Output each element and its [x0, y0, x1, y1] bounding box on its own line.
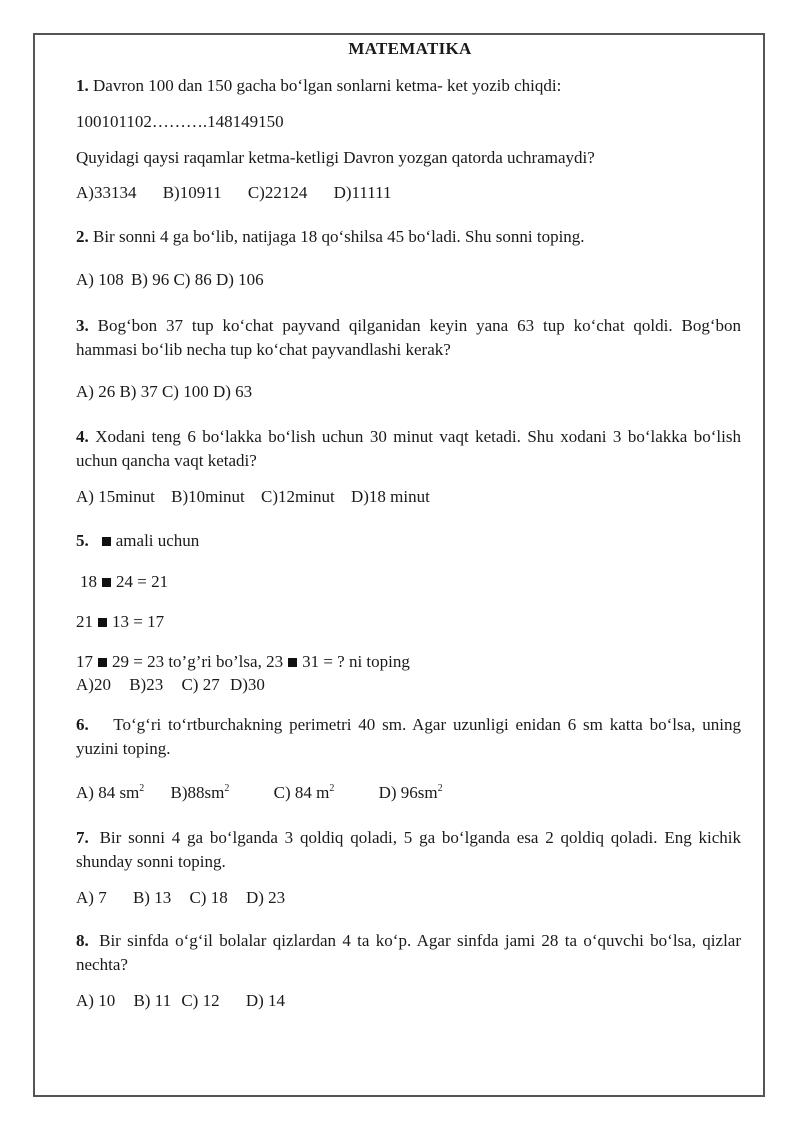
- question-5-text: [76, 531, 199, 551]
- question-8-text: [76, 929, 741, 977]
- question-5-intro: amali uchun: [115, 531, 200, 550]
- option-b[interactable]: B) 11: [133, 991, 172, 1010]
- question-number: 4.: [76, 427, 89, 446]
- equation-result: 31 = ? ni toping: [302, 652, 410, 671]
- question-4-text: [76, 425, 741, 473]
- question-number: 2.: [76, 227, 89, 246]
- question-1-options: [76, 183, 392, 203]
- equation-result: 13 = 17: [112, 612, 165, 631]
- page-title: MATEMATIKA: [348, 39, 472, 58]
- square-operator-icon: [98, 658, 107, 667]
- option-a[interactable]: A) 15minut: [76, 487, 155, 506]
- option-b[interactable]: B)23: [129, 675, 164, 694]
- option-d[interactable]: D)18 minut: [350, 487, 430, 506]
- question-6-body: To‘g‘ri to‘rtburchakning perimetri 40 sm. Agar uzunligi enidan 6 sm katta bo‘lsa, uning yuzini toping.: [76, 715, 741, 758]
- option-d[interactable]: D) 14: [245, 991, 286, 1010]
- question-1-sequence: 100101102……….148149150: [76, 112, 284, 131]
- option-b[interactable]: B)10minut: [171, 487, 245, 506]
- square-operator-icon: [102, 537, 111, 546]
- equation-operand: 21: [76, 612, 93, 631]
- square-operator-icon: [102, 578, 111, 587]
- option-a[interactable]: A) 26: [76, 382, 116, 401]
- option-d[interactable]: D)30: [229, 675, 265, 694]
- question-7-body: Bir sonni 4 ga bo‘lganda 3 qoldiq qoladi, 5 ga bo‘lganda esa 2 qoldiq qoladi. Eng kichik shunday sonni toping.: [76, 828, 742, 871]
- question-5-options: [76, 675, 265, 695]
- equation-2: [76, 612, 164, 632]
- option-b[interactable]: $B)88sm^2$: [170, 783, 230, 802]
- question-2-body: Bir sonni 4 ga bo‘lib, natijaga 18 qo‘shilsa 45 bo‘ladi. Shu sonni toping.: [93, 227, 585, 246]
- question-4-body: Xodani teng 6 bo‘lakka bo‘lish uchun 30 minut vaqt ketadi. Shu xodani 3 bo‘lakka bo‘lish uchun qancha vaqt ketadi?: [76, 427, 741, 470]
- option-a[interactable]: A) 108: [76, 270, 124, 289]
- option-c[interactable]: C) 86: [173, 270, 212, 289]
- question-number: 6.: [76, 715, 89, 734]
- option-c[interactable]: C) 12: [181, 991, 220, 1010]
- equation-1: [80, 572, 168, 592]
- question-8-options: [76, 991, 285, 1011]
- option-b[interactable]: B) 96: [130, 270, 170, 289]
- equation-operand: 17: [76, 652, 93, 671]
- question-1-body: Davron 100 dan 150 gacha bo‘lgan sonlarni ketma- ket yozib chiqdi:: [93, 76, 562, 95]
- question-7-options: [76, 888, 285, 908]
- square-operator-icon: [288, 658, 297, 667]
- question-number: 3.: [76, 316, 89, 335]
- equation-operand: 18: [80, 572, 97, 591]
- option-a[interactable]: A)33134: [76, 183, 137, 202]
- option-c[interactable]: C)12minut: [261, 487, 335, 506]
- option-a[interactable]: A) 84 $sm^2$: [76, 783, 145, 802]
- option-c[interactable]: C) 18: [189, 888, 228, 907]
- question-4-options: [76, 487, 430, 507]
- option-c[interactable]: C)22124: [247, 183, 308, 202]
- option-d[interactable]: D) 63: [212, 382, 253, 401]
- option-c[interactable]: C) 27: [181, 675, 220, 694]
- equation-middle: 29 = 23 to’g’ri bo’lsa, 23: [112, 652, 284, 671]
- question-2-text: [76, 227, 585, 247]
- question-6-options: [76, 783, 443, 803]
- question-number: 7.: [76, 828, 89, 847]
- option-a[interactable]: A) 10: [76, 991, 116, 1010]
- option-d[interactable]: D) 23: [245, 888, 286, 907]
- question-6-text: [76, 713, 741, 761]
- question-8-body: Bir sinfda o‘g‘il bolalar qizlardan 4 ta ko‘p. Agar sinfda jami 28 ta o‘quvchi bo‘lsa, qizlar nechta?: [76, 931, 742, 974]
- option-b[interactable]: B)10911: [162, 183, 222, 202]
- square-operator-icon: [98, 618, 107, 627]
- question-3-text: [76, 314, 741, 362]
- equation-result: 24 = 21: [116, 572, 169, 591]
- question-number: 8.: [76, 931, 89, 950]
- question-2-options: [76, 270, 264, 290]
- question-1-text: [76, 76, 561, 96]
- question-1-prompt: Quyidagi qaysi raqamlar ketma-ketligi Davron yozgan qatorda uchramaydi?: [76, 148, 595, 167]
- question-7-text: [76, 826, 741, 874]
- option-d[interactable]: D)11111: [333, 183, 392, 202]
- question-number: 1.: [76, 76, 89, 95]
- equation-3: [76, 652, 410, 672]
- option-d[interactable]: D) 106: [215, 270, 264, 289]
- question-number: 5.: [76, 531, 89, 550]
- option-a[interactable]: A) 7: [76, 888, 107, 907]
- option-d[interactable]: D) $96sm^2$: [378, 783, 443, 802]
- question-3-body: Bog‘bon 37 tup ko‘chat payvand qilganidan keyin yana 63 tup ko‘chat qoldi. Bog‘bon hammasi bo‘lib necha tup ko‘chat payvandlashi kerak?: [76, 316, 742, 359]
- option-b[interactable]: B) 37: [119, 382, 158, 401]
- option-c[interactable]: C) 100: [161, 382, 209, 401]
- option-c[interactable]: C) 84 $m^2$: [273, 783, 335, 802]
- question-3-options: [76, 382, 252, 402]
- option-b[interactable]: B) 13: [132, 888, 172, 907]
- option-a[interactable]: A)20: [76, 675, 111, 694]
